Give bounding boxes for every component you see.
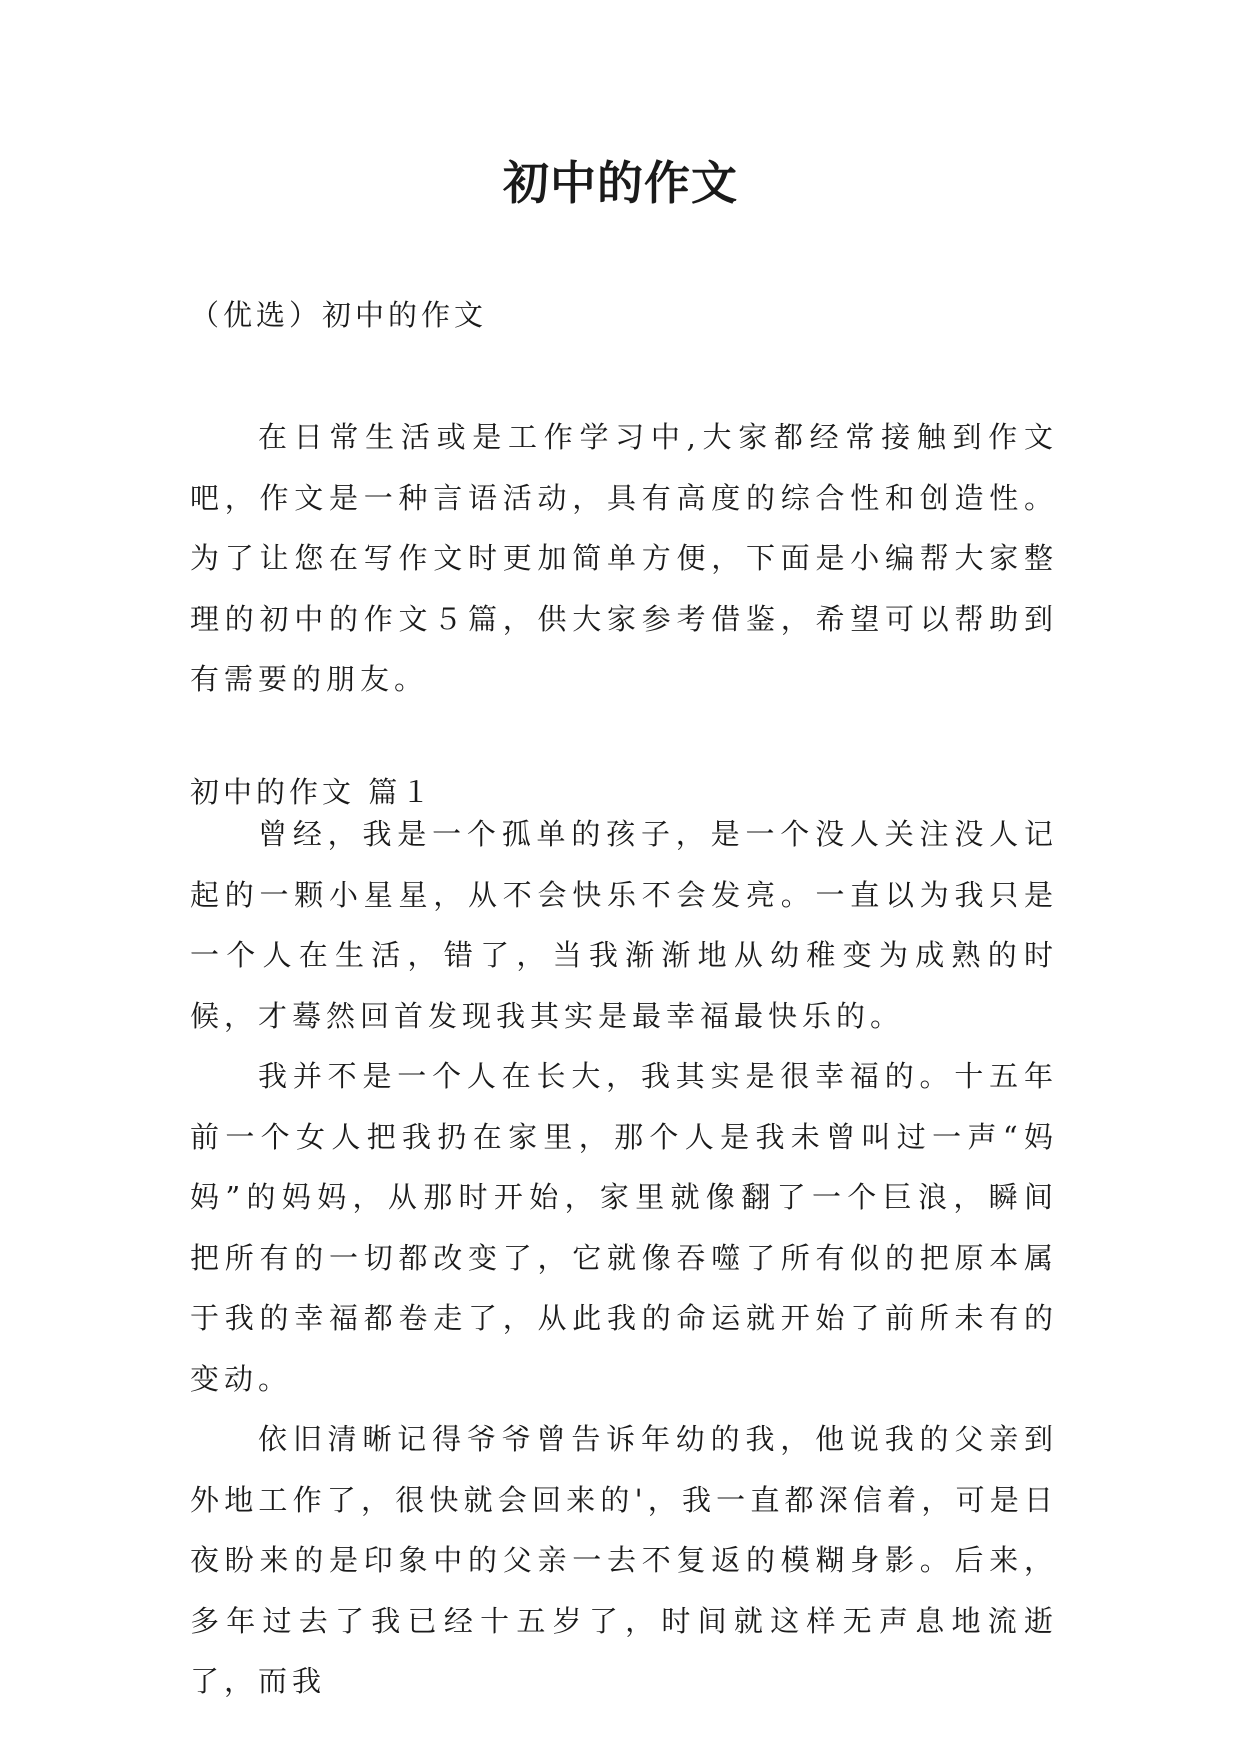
- intro-section: [190, 407, 1058, 710]
- article-paragraph-2: 我并不是一个人在长大，我其实是很幸福的。十五年前一个女人把我扔在家里，那个人是我未曾叫过一声“妈妈”的妈妈，从那时开始，家里就像翻了一个巨浪，瞬间把所有的一切都改变了，它就像吞噬了所有似的把原本属于我的幸福都卷走了，从此我的命运就开始了前所未有的变动。: [190, 1059, 1058, 1396]
- article-paragraph-3: 依旧清晰记得爷爷曾告诉年幼的我，他说我的父亲到外地工作了，很快就会回来的'，我一直都深信着，可是日夜盼来的是印象中的父亲一去不复返的模糊身影。后来，多年过去了我已经十五岁了，时间就这样无声息地流逝了，而我: [190, 1422, 1058, 1698]
- article-paragraph-1: 曾经，我是一个孤单的孩子，是一个没人关注没人记起的一颗小星星，从不会快乐不会发亮。一直以为我只是一个人在生活，错了，当我渐渐地从幼稚变为成熟的时候，才蓦然回首发现我其实是最幸福最快乐的。: [190, 817, 1058, 1033]
- article-body: [190, 804, 1058, 1712]
- document-subtitle: （优选）初中的作文: [190, 298, 488, 332]
- document-title: 初中的作文: [503, 156, 738, 210]
- intro-paragraph: 在日常生活或是工作学习中,大家都经常接触到作文吧，作文是一种言语活动，具有高度的综合性和创造性。为了让您在写作文时更加简单方便，下面是小编帮大家整理的初中的作文５篇，供大家参考借鉴，希望可以帮助到有需要的朋友。: [190, 420, 1058, 696]
- section-heading: 初中的作文 篇１: [190, 775, 435, 809]
